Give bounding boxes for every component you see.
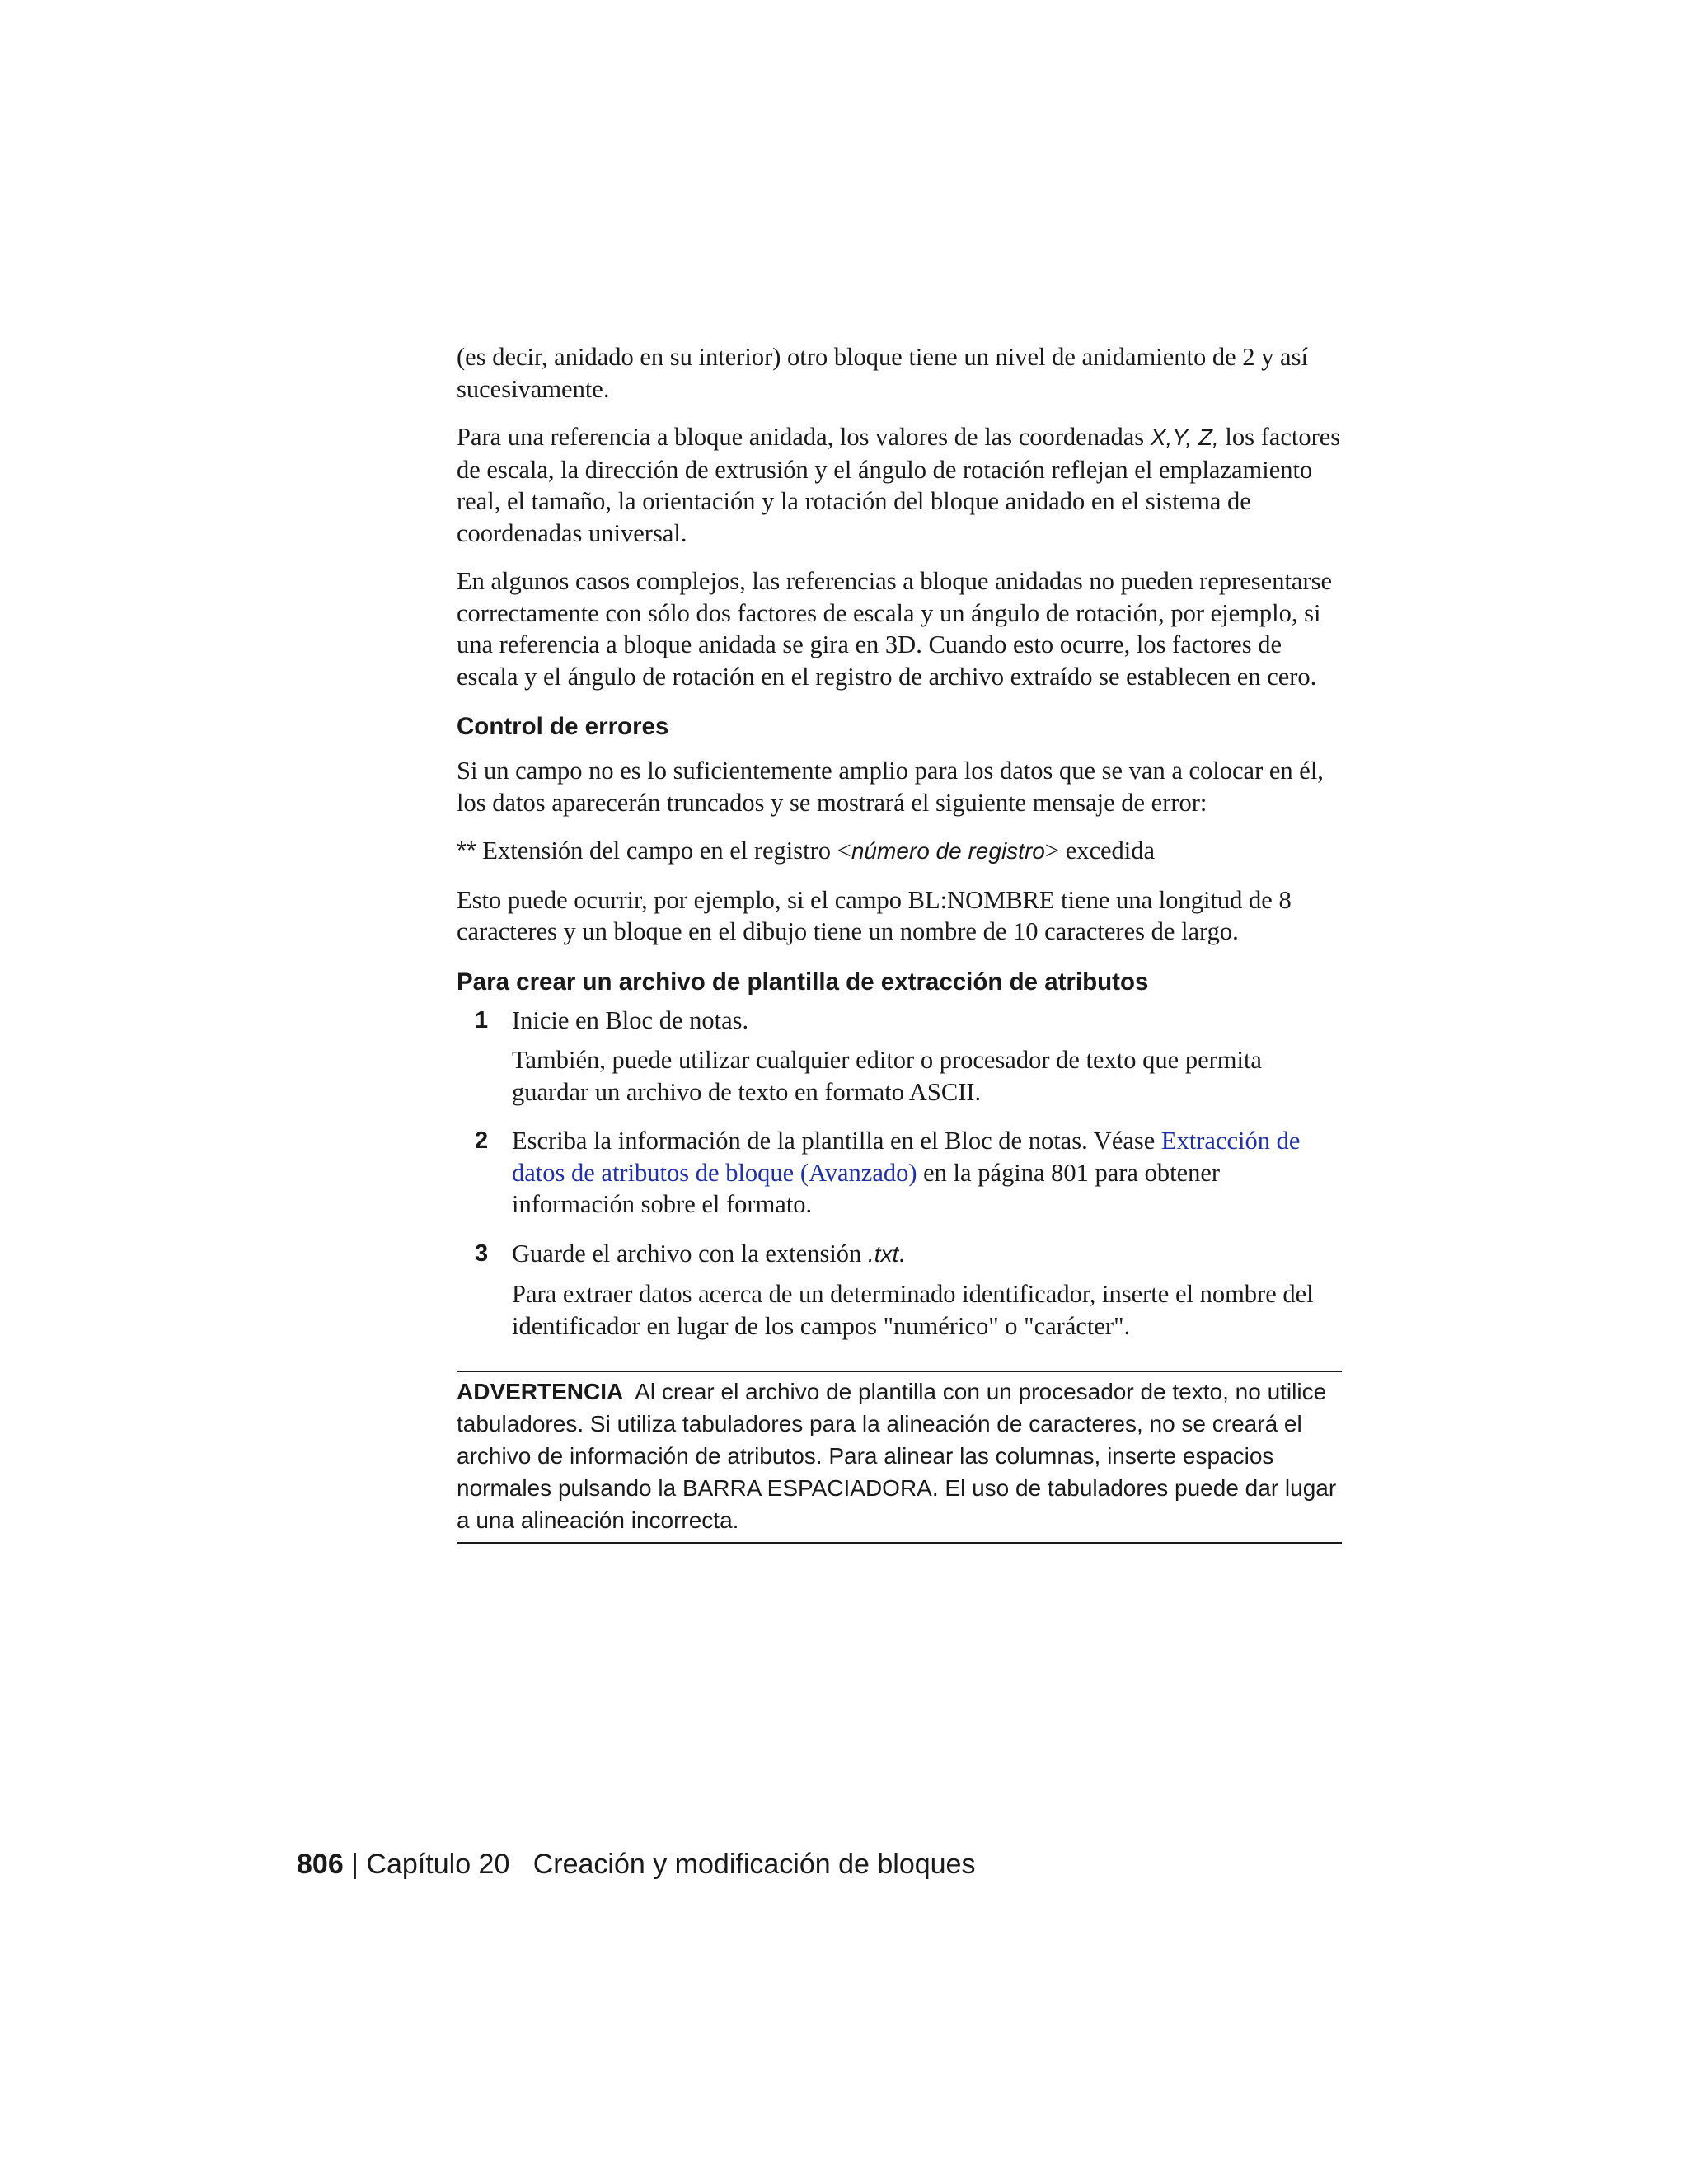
step-1 bbox=[457, 1005, 1342, 1108]
page-content bbox=[457, 341, 1342, 1544]
procedure-heading: Para crear un archivo de plantilla de extracción de atributos bbox=[457, 968, 1149, 996]
step-text-pre: Guarde el archivo con la extensión bbox=[512, 1239, 868, 1268]
section-heading-errores: Control de errores bbox=[457, 713, 669, 740]
step-text: Inicie en Bloc de notas. bbox=[512, 1005, 749, 1034]
warning-box bbox=[457, 1371, 1342, 1544]
paragraph-complex-cases: En algunos casos complejos, las referencias a bloque anidadas no pueden representarse correctamente con sólo dos factores de escala y un ángulo de rotación, por ejemplo, si una referencia a bloque anidada se gira en 3D. Cuando esto ocurre, los factores de escala y el ángulo de rotación en el registro de archivo extraído se establecen en cero. bbox=[457, 567, 1333, 691]
step-2 bbox=[457, 1125, 1342, 1221]
error-text-end: excedida bbox=[1059, 837, 1156, 865]
step-number: 3 bbox=[475, 1240, 489, 1267]
step-note: Para extraer datos acerca de un determinado identificador, inserte el nombre del identificador en lugar de los campos "numérico" o "carácter". bbox=[512, 1280, 1314, 1340]
error-text: Extensión del campo en el registro bbox=[476, 837, 837, 865]
paragraph-text: Para una referencia a bloque anidada, los valores de las coordenadas bbox=[457, 423, 1151, 451]
procedure-steps bbox=[457, 1005, 1342, 1343]
link-extraccion-atributos[interactable]: Extracción de datos de atributos de bloque (Avanzado) bbox=[512, 1127, 1301, 1187]
step-text bbox=[512, 1125, 1342, 1221]
footer-separator: | bbox=[343, 1849, 367, 1880]
step-number: 2 bbox=[475, 1127, 489, 1154]
error-message bbox=[457, 835, 1342, 868]
step-text-pre: Escriba la información de la plantilla en el Bloc de notas. Véase bbox=[512, 1127, 1161, 1155]
warning-text: Al crear el archivo de plantilla con un procesador de texto, no utilice tabuladores. Si utiliza tabuladores para la alineación de caracteres, no se creará el archivo de información de atributos. Para alinear las columnas, inserte espacios normales pulsando la BARRA ESPACIADORA. El uso de tabuladores puede dar lugar a una alineación incorrecta. bbox=[457, 1379, 1343, 1533]
step-3 bbox=[457, 1238, 1342, 1343]
angle-open: < bbox=[837, 837, 851, 865]
page-footer bbox=[297, 1846, 975, 1882]
error-variable: número de registro bbox=[851, 838, 1045, 864]
paragraph-text: los factores de escala, la dirección de extrusión y el ángulo de rotación reflejan el emplazamiento real, el tamaño, la orientación y la rotación del bloque anidado en el sistema de coordenadas universal. bbox=[457, 423, 1341, 547]
step-text bbox=[512, 1238, 1342, 1271]
step-text-post: en la página 801 para obtener información sobre el formato. bbox=[512, 1158, 1221, 1218]
angle-close: > bbox=[1044, 837, 1060, 865]
step-number: 1 bbox=[475, 1006, 489, 1033]
paragraph-example: Esto puede ocurrir, por ejemplo, si el campo BL:NOMBRE tiene una longitud de 8 caracteres y un bloque en el dibujo tiene un nombre de 10 caracteres de largo. bbox=[457, 885, 1292, 945]
step-text-post: . bbox=[898, 1239, 905, 1268]
chapter-title: Creación y modificación de bloques bbox=[509, 1849, 976, 1880]
paragraph-nested-reference bbox=[457, 421, 1342, 549]
error-prefix: ** bbox=[457, 837, 476, 865]
step-note: También, puede utilizar cualquier editor o procesador de texto que permita guardar un archivo de texto en formato ASCII. bbox=[512, 1046, 1262, 1106]
warning-label: ADVERTENCIA bbox=[457, 1379, 624, 1404]
coordinates-label: X,Y, Z, bbox=[1150, 424, 1219, 450]
chapter-label: Capítulo 20 bbox=[366, 1849, 510, 1880]
paragraph-field-width: Si un campo no es lo suficientemente amplio para los datos que se van a colocar en él, los datos aparecerán truncados y se mostrará el siguiente mensaje de error: bbox=[457, 757, 1324, 817]
page-number: 806 bbox=[297, 1849, 344, 1880]
file-extension: .txt bbox=[867, 1240, 899, 1267]
paragraph-nesting-level: (es decir, anidado en su interior) otro bloque tiene un nivel de anidamiento de 2 y así sucesivamente. bbox=[457, 343, 1308, 403]
